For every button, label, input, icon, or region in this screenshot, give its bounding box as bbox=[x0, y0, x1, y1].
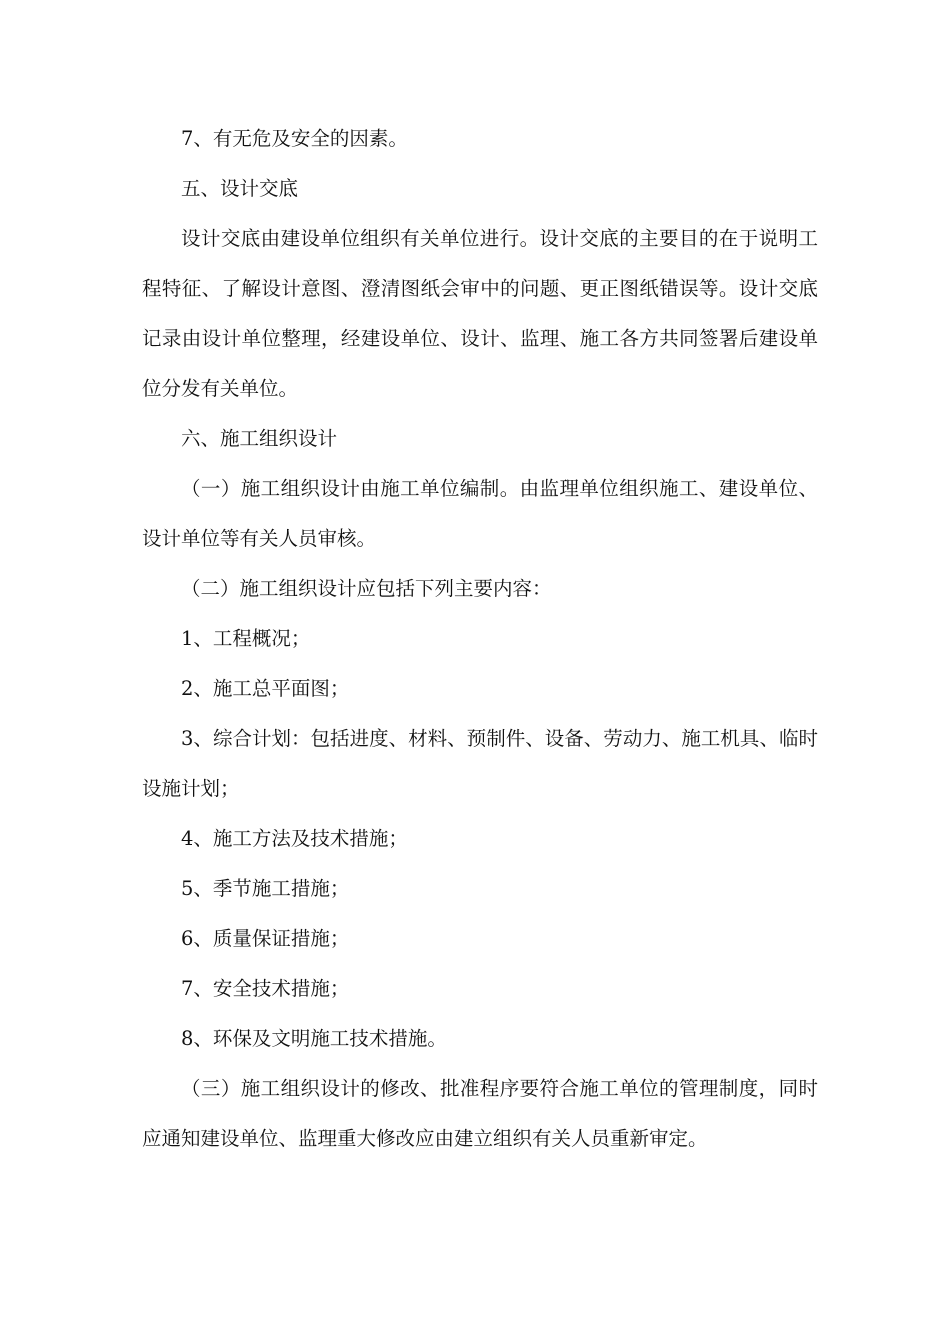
list-item-2: 2、施工总平面图； bbox=[181, 677, 350, 700]
list-item-5: 5、季节施工措施； bbox=[181, 877, 350, 900]
list-item-3: 3、综合计划：包括进度、材料、预制件、设备、劳动力、施工机具、临时设施计划； bbox=[142, 727, 818, 800]
document-body bbox=[142, 114, 818, 1164]
list-item-7: 7、安全技术措施； bbox=[181, 977, 350, 1000]
list-item-1: 1、工程概况； bbox=[181, 627, 311, 650]
paragraph-subsection-3: （三）施工组织设计的修改、批准程序要符合施工单位的管理制度，同时应通知建设单位、监理重大修改应由建立组织有关人员重新审定。 bbox=[142, 1077, 818, 1150]
list-item-8: 8、环保及文明施工技术措施。 bbox=[181, 1027, 447, 1050]
section-heading-construction-organization: 六、施工组织设计 bbox=[181, 427, 338, 450]
section-heading-design-briefing: 五、设计交底 bbox=[181, 177, 299, 200]
paragraph-subsection-2: （二）施工组织设计应包括下列主要内容： bbox=[181, 577, 552, 600]
list-item-6: 6、质量保证措施； bbox=[181, 927, 350, 950]
paragraph-subsection-1: （一）施工组织设计由施工单位编制。由监理单位组织施工、建设单位、设计单位等有关人员审核。 bbox=[142, 477, 818, 550]
paragraph-design-briefing: 设计交底由建设单位组织有关单位进行。设计交底的主要目的在于说明工程特征、了解设计意图、澄清图纸会审中的问题、更正图纸错误等。设计交底记录由设计单位整理，经建设单位、设计、监理、施工各方共同签署后建设单位分发有关单位。 bbox=[142, 227, 818, 400]
list-item-4: 4、施工方法及技术措施； bbox=[181, 827, 408, 850]
list-item-safety-factors: 7、有无危及安全的因素。 bbox=[181, 127, 408, 150]
